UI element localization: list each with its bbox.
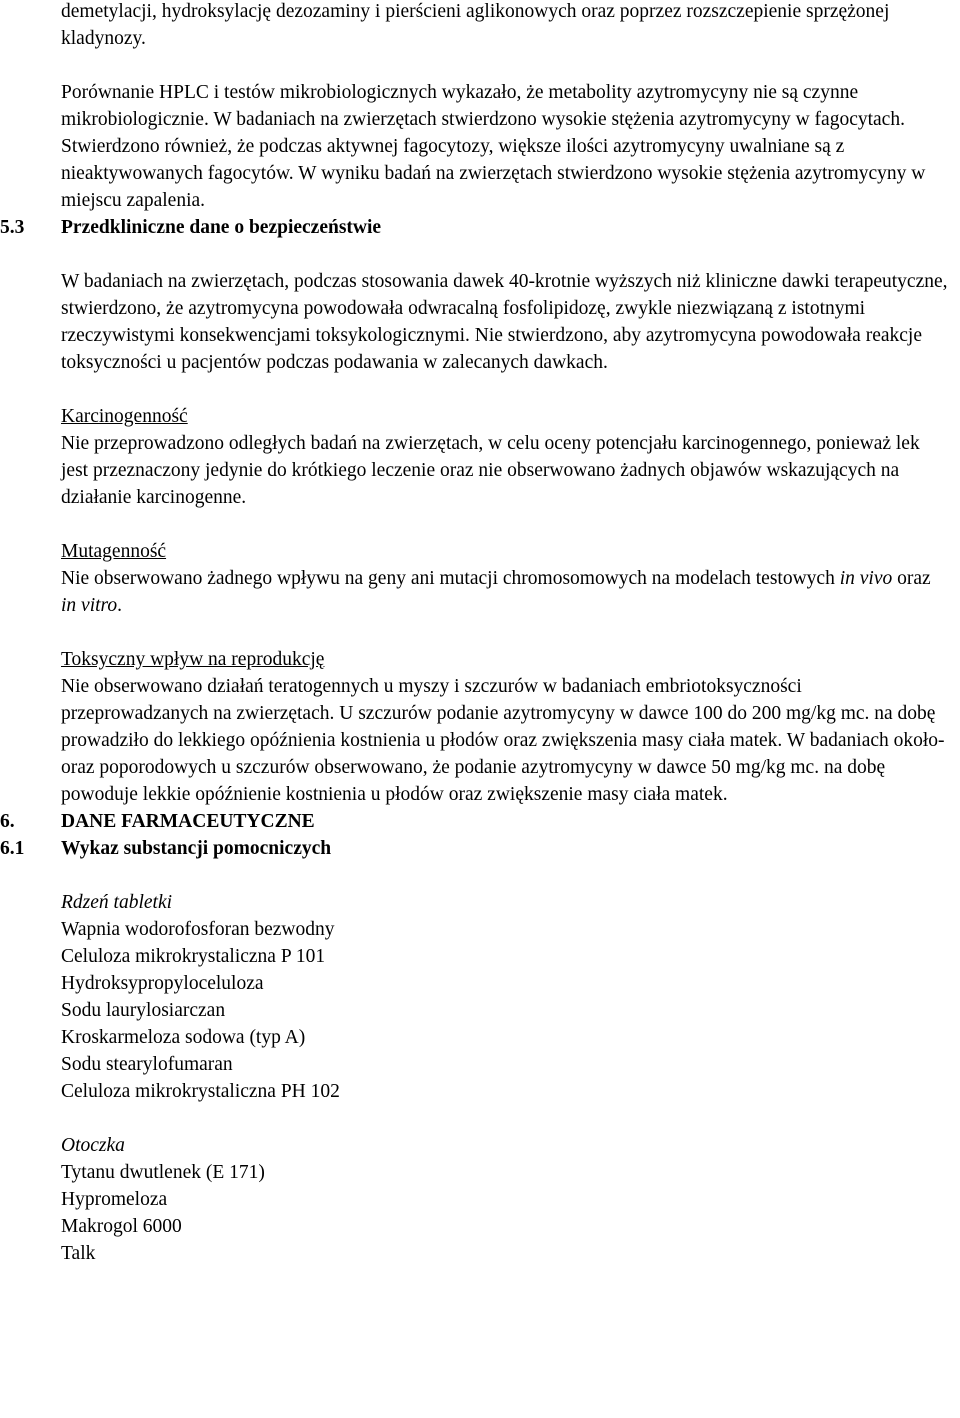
section-title: DANE FARMACEUTYCZNE [61, 811, 315, 832]
list-item: Celuloza mikrokrystaliczna P 101 [61, 946, 326, 967]
section-number: 5.3 [0, 217, 25, 238]
mutagenicity-text-post: . [117, 595, 123, 616]
section-5-3-heading [0, 214, 960, 241]
mutagenicity-heading: Mutagenność [61, 541, 167, 562]
list-item: Celuloza mikrokrystaliczna PH 102 [61, 1081, 340, 1102]
reproduction-paragraph: Nie obserwowano działań teratogennych u myszy i szczurów w badaniach embriotoksyczności przeprowadzanych na zwierzętach. U szczurów podanie azytromycyny w dawce 100 do 200 mg/kg mc. na dobę prowadziło do lekkiego opóźnienia kostnienia u płodów oraz zwiększenia masy ciała matek. W badaniach około- oraz poporodowych u szczurów obserwowano, że podanie azytromycyny w dawce 50 mg/kg mc. na dobę powoduje lekkie opóźnienie kostnienia u płodów oraz zwiększenie masy ciała matek. [61, 676, 945, 805]
reproduction-heading: Toksyczny wpływ na reprodukcję [61, 649, 325, 670]
list-item: Sodu stearylofumaran [61, 1054, 233, 1075]
carcinogenicity-paragraph: Nie przeprowadzono odległych badań na zwierzętach, w celu oceny potencjału karcinogennego, ponieważ lek jest przeznaczony jedynie do krótkiego leczenie oraz nie obserwowano żadnych objawów wskazujących na działanie karcinogenne. [61, 433, 920, 508]
list-item: Wapnia wodorofosforan bezwodny [61, 919, 335, 940]
excipients-content [0, 889, 960, 1267]
coating-excipient-list [61, 1159, 948, 1267]
carcinogenicity-heading: Karcinogenność [61, 406, 188, 427]
in-vitro-term: in vitro [61, 595, 118, 616]
section-number: 6.1 [0, 838, 25, 859]
section-title: Wykaz substancji pomocniczych [61, 838, 332, 859]
section-title: Przedkliniczne dane o bezpieczeństwie [61, 217, 382, 238]
list-item: Hypromeloza [61, 1189, 168, 1210]
list-item: Hydroksypropyloceluloza [61, 973, 264, 994]
intro-block [0, 0, 960, 214]
list-item: Talk [61, 1243, 96, 1264]
core-heading: Rdzeń tabletki [61, 892, 173, 913]
safety-paragraph: W badaniach na zwierzętach, podczas stosowania dawek 40-krotnie wyższych niż kliniczne dawki terapeutyczne, stwierdzono, że azytromycyna powodowała odwracalną fosfolipidozę, zwykle niezwiązaną z istotnymi rzeczywistymi konsekwencjami toksykologicznymi. Nie stwierdzono, aby azytromycyna powodowała reakcje toksyczności u pacjentów podczas podawania w zalecanych dawkach. [61, 271, 948, 373]
coating-heading: Otoczka [61, 1135, 125, 1156]
section-5-3-content [0, 268, 960, 808]
section-6-1-heading [0, 835, 960, 862]
list-item: Makrogol 6000 [61, 1216, 182, 1237]
list-item: Kroskarmeloza sodowa (typ A) [61, 1027, 306, 1048]
in-vivo-term: in vivo [839, 568, 893, 589]
list-item: Sodu laurylosiarczan [61, 1000, 226, 1021]
mutagenicity-paragraph [61, 565, 948, 619]
section-6-heading [0, 808, 960, 835]
intro-paragraph-2: Porównanie HPLC i testów mikrobiologicznych wykazało, że metabolity azytromycyny nie są czynne mikrobiologicznie. W badaniach na zwierzętach stwierdzono wysokie stężenia azytromycyny w fagocytach. Stwierdzono również, że podczas aktywnej fagocytozy, większe ilości azytromycyny uwalniane są z nieaktywowanych fagocytów. W wyniku badań na zwierzętach stwierdzono wysokie stężenia azytromycyny w miejscu zapalenia. [61, 82, 926, 211]
mutagenicity-text-mid: oraz [892, 568, 931, 589]
intro-paragraph-1: demetylacji, hydroksylację dezozaminy i pierścieni aglikonowych oraz poprzez rozszczepienie sprzężonej kladynozy. [61, 1, 890, 49]
section-number: 6. [0, 811, 15, 832]
core-excipient-list [61, 916, 948, 1105]
mutagenicity-text-pre: Nie obserwowano żadnego wpływu na geny ani mutacji chromosomowych na modelach testowych [61, 568, 840, 589]
list-item: Tytanu dwutlenek (E 171) [61, 1162, 265, 1183]
